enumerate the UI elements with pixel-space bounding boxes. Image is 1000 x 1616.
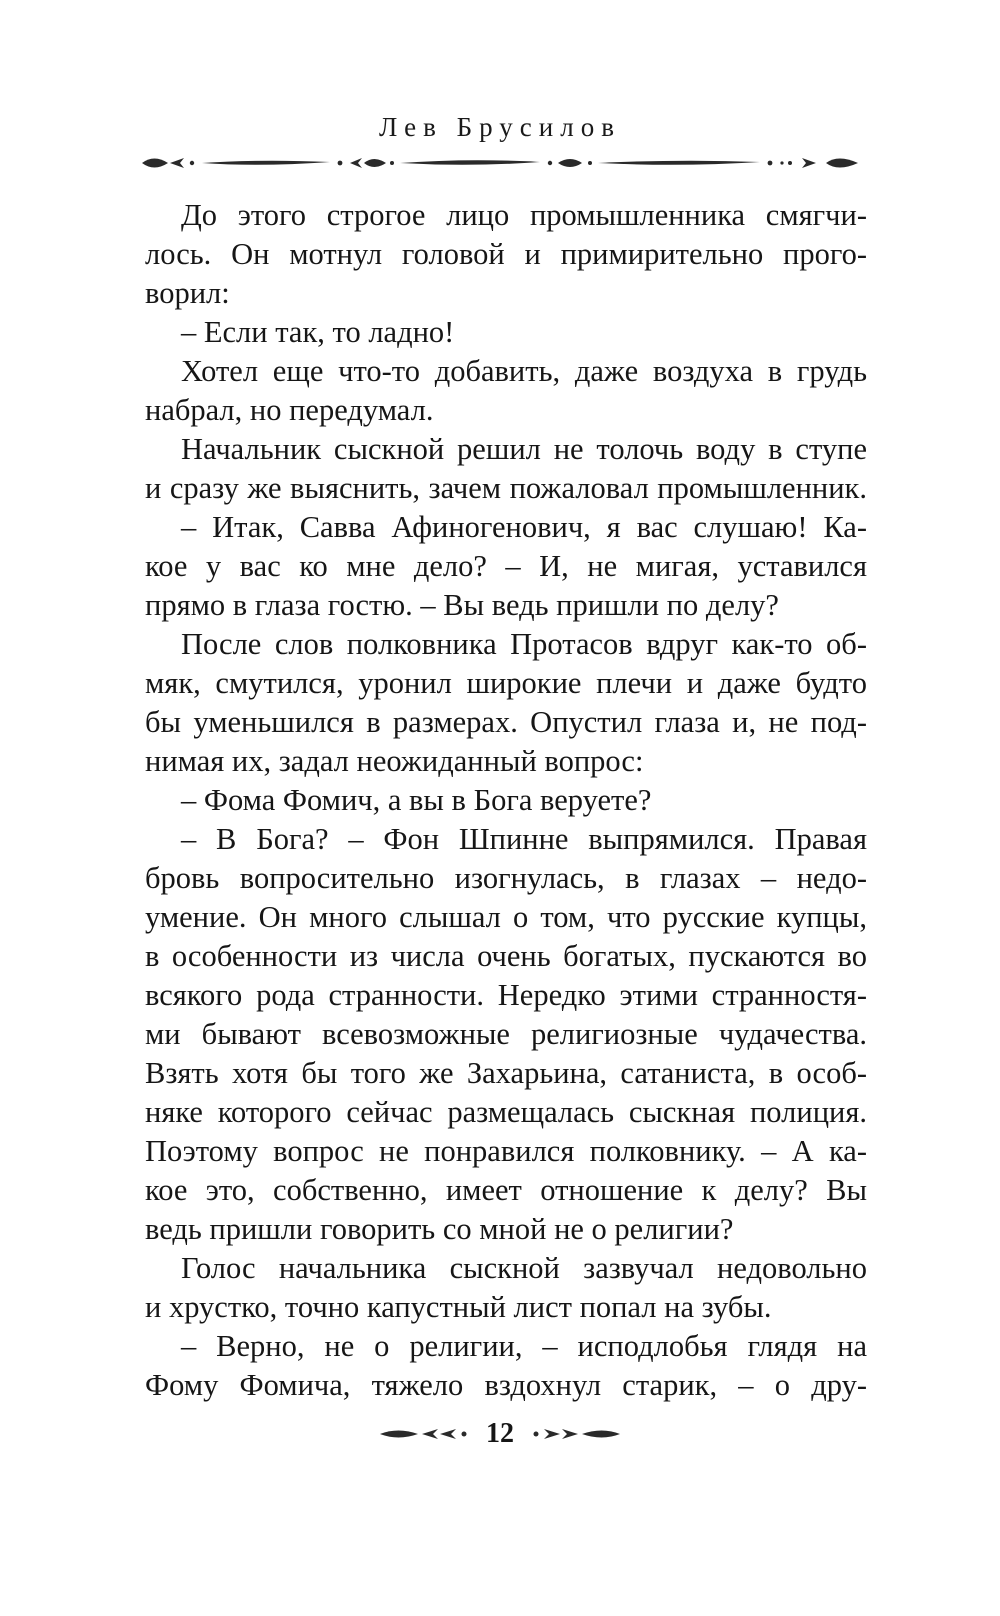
text-line: – Итак, Савва Афиногенович, я вас слушаю! Ка- <box>181 510 867 544</box>
text-line: – В Бога? – Фон Шпинне выпрямился. Правая <box>181 822 867 856</box>
text-line: Поэтому вопрос не понравился полковнику. – А ка- <box>145 1134 867 1168</box>
main-text-block <box>145 196 867 1405</box>
text-line: Хотел еще что-то добавить, даже воздуха в грудь <box>181 354 867 388</box>
text-line: ворил: <box>145 276 230 310</box>
text-line: Начальник сыскной решил не толочь воду в ступе <box>181 432 867 466</box>
text-line: – Верно, не о религии, – исподлобья глядя на <box>181 1329 867 1363</box>
page-footer <box>0 1416 1000 1452</box>
text-line: – Фома Фомич, а вы в Бога веруете? <box>181 783 652 817</box>
text-line: в особенности из числа очень богатых, пускаются во <box>145 939 867 973</box>
running-head-author: Лев Брусилов <box>379 112 621 142</box>
text-line: и сразу же выяснить, зачем пожаловал промышленник. <box>145 471 867 505</box>
text-line: ми бывают всевозможные религиозные чудачества. <box>145 1017 867 1051</box>
page-number: 12 <box>486 1418 514 1449</box>
text-line: нимая их, задал неожиданный вопрос: <box>145 744 644 778</box>
text-line: кое у вас ко мне дело? – И, не мигая, уставился <box>145 549 867 583</box>
text-line: После слов полковника Протасов вдруг как-то об- <box>181 627 867 661</box>
footer-left-ornament <box>378 1424 470 1444</box>
text-line: ведь пришли говорить со мной не о религии? <box>145 1212 734 1246</box>
text-line: прямо в глаза гостю. – Вы ведь пришли по делу? <box>145 588 779 622</box>
text-line: лось. Он мотнул головой и примирительно прого- <box>145 237 867 271</box>
text-line: бы уменьшился в размерах. Опустил глаза и, не под- <box>145 705 867 739</box>
text-line: умение. Он много слышал о том, что русские купцы, <box>145 900 867 934</box>
text-line: кое это, собственно, имеет отношение к делу? Вы <box>145 1173 867 1207</box>
text-line: няке которого сейчас размещалась сыскная полиция. <box>145 1095 867 1129</box>
header-divider-ornament <box>140 150 860 176</box>
text-line: – Если так, то ладно! <box>181 315 455 349</box>
footer-right-ornament <box>530 1424 622 1444</box>
text-line: набрал, но передумал. <box>145 393 434 427</box>
text-line: и хрустко, точно капустный лист попал на зубы. <box>145 1290 772 1324</box>
text-line: бровь вопросительно изогнулась, в глазах – недо- <box>145 861 867 895</box>
text-line: Взять хотя бы того же Захарьина, сатаниста, в особ- <box>145 1056 867 1090</box>
text-line: Фому Фомича, тяжело вздохнул старик, – о дру- <box>145 1368 867 1402</box>
text-line: всякого рода странности. Нередко этими странностя- <box>145 978 867 1012</box>
text-line: мяк, смутился, уронил широкие плечи и даже будто <box>145 666 867 700</box>
text-line: До этого строгое лицо промышленника смягчи- <box>181 198 867 232</box>
text-line: Голос начальника сыскной зазвучал недовольно <box>181 1251 867 1285</box>
